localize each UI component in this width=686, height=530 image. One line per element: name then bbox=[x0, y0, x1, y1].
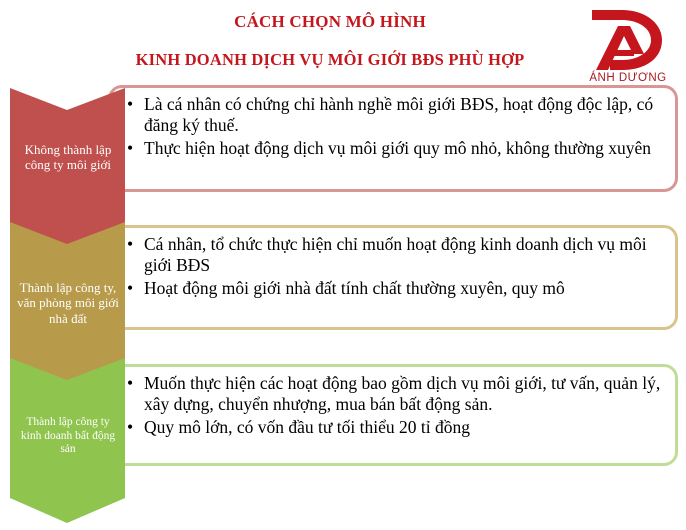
row-3-bullet-1: • Muốn thực hiện các hoạt động bao gồm dịch vụ môi giới, tư vấn, quản lý, xây dựng, chuyển nhượng, mua bán bất động sản. bbox=[126, 373, 665, 415]
row-2-bullet-1: • Cá nhân, tổ chức thực hiện chỉ muốn hoạt động kinh doanh dịch vụ môi giới BĐS bbox=[126, 234, 665, 276]
brand-logo bbox=[588, 6, 668, 92]
row-3-label: Thành lập công ty kinh doanh bất động sản bbox=[20, 416, 116, 456]
row-3-chevron bbox=[10, 358, 125, 523]
row-2-description-box bbox=[108, 225, 678, 330]
row-2-bullet-2: • Hoạt động môi giới nhà đất tính chất thường xuyên, quy mô bbox=[126, 278, 665, 299]
row-3-bullet-2: • Quy mô lớn, có vốn đầu tư tối thiểu 20 tỉ đồng bbox=[126, 417, 665, 438]
row-2-label: Thành lập công ty, văn phòng môi giới nhà đất bbox=[17, 280, 119, 326]
diagram-subtitle: KINH DOANH DỊCH VỤ MÔI GIỚI BĐS PHÙ HỢP bbox=[135, 50, 525, 69]
row-1-bullet-1: • Là cá nhân có chứng chỉ hành nghề môi giới BĐS, hoạt động độc lập, có đăng ký thuế. bbox=[126, 94, 665, 136]
row-1-description-box bbox=[108, 85, 678, 192]
row-3-description-box bbox=[108, 364, 678, 466]
logo-name: ÁNH DƯƠNG bbox=[589, 72, 667, 84]
diagram-title: CÁCH CHỌN MÔ HÌNH bbox=[234, 12, 426, 31]
row-1-label: Không thành lập công ty môi giới bbox=[24, 142, 112, 173]
logo-mark-icon bbox=[588, 6, 668, 72]
row-1-bullet-2: • Thực hiện hoạt động dịch vụ môi giới quy mô nhỏ, không thường xuyên bbox=[126, 138, 665, 159]
